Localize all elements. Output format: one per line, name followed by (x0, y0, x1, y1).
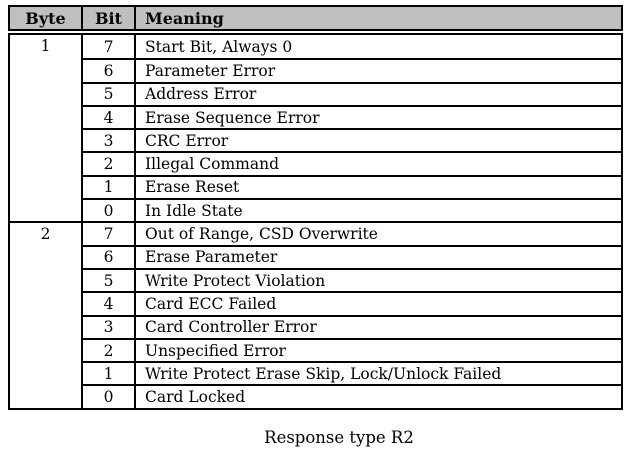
meaning-cell: Card Locked (136, 384, 621, 407)
bit-cell: 1 (81, 361, 136, 384)
bit-cell: 4 (81, 291, 136, 314)
bit-cell: 2 (81, 338, 136, 361)
bit-cell: 0 (81, 384, 136, 407)
meaning-cell: In Idle State (136, 198, 621, 221)
meaning-cell: Erase Reset (136, 175, 621, 198)
meaning-cell: Erase Sequence Error (136, 105, 621, 128)
bit-cell: 6 (81, 245, 136, 268)
column-header-meaning: Meaning (145, 8, 224, 28)
byte-group-label: 2 (10, 221, 81, 407)
meaning-cell: Address Error (136, 82, 621, 105)
meaning-cell: Card Controller Error (136, 315, 621, 338)
meaning-cell: Erase Parameter (136, 245, 621, 268)
meaning-cell: Illegal Command (136, 151, 621, 174)
meaning-cell: Write Protect Violation (136, 268, 621, 291)
bit-cell: 7 (81, 35, 136, 58)
bit-cell: 3 (81, 128, 136, 151)
meaning-cell: Write Protect Erase Skip, Lock/Unlock Failed (136, 361, 621, 384)
meaning-cell: Parameter Error (136, 58, 621, 81)
bit-cell: 4 (81, 105, 136, 128)
meaning-cell: Card ECC Failed (136, 291, 621, 314)
meaning-cell: Start Bit, Always 0 (145, 37, 293, 56)
bit-cell: 3 (81, 315, 136, 338)
bit-cell: 1 (81, 175, 136, 198)
table-header-row (8, 5, 623, 31)
bit-cell: 5 (81, 82, 136, 105)
bit-cell: 0 (81, 198, 136, 221)
bit-cell: 2 (81, 151, 136, 174)
column-header-byte: Byte (25, 8, 66, 28)
meaning-cell: Out of Range, CSD Overwrite (136, 221, 621, 244)
bit-cell: 6 (81, 58, 136, 81)
column-header-bit: Bit (81, 7, 136, 29)
response-bits-table (8, 33, 623, 410)
bit-cell: 7 (81, 221, 136, 244)
table-caption: Response type R2 (264, 428, 414, 447)
meaning-cell: Unspecified Error (136, 338, 621, 361)
byte-group-label: 1 (40, 37, 51, 55)
meaning-cell: CRC Error (136, 128, 621, 151)
bit-cell: 5 (81, 268, 136, 291)
